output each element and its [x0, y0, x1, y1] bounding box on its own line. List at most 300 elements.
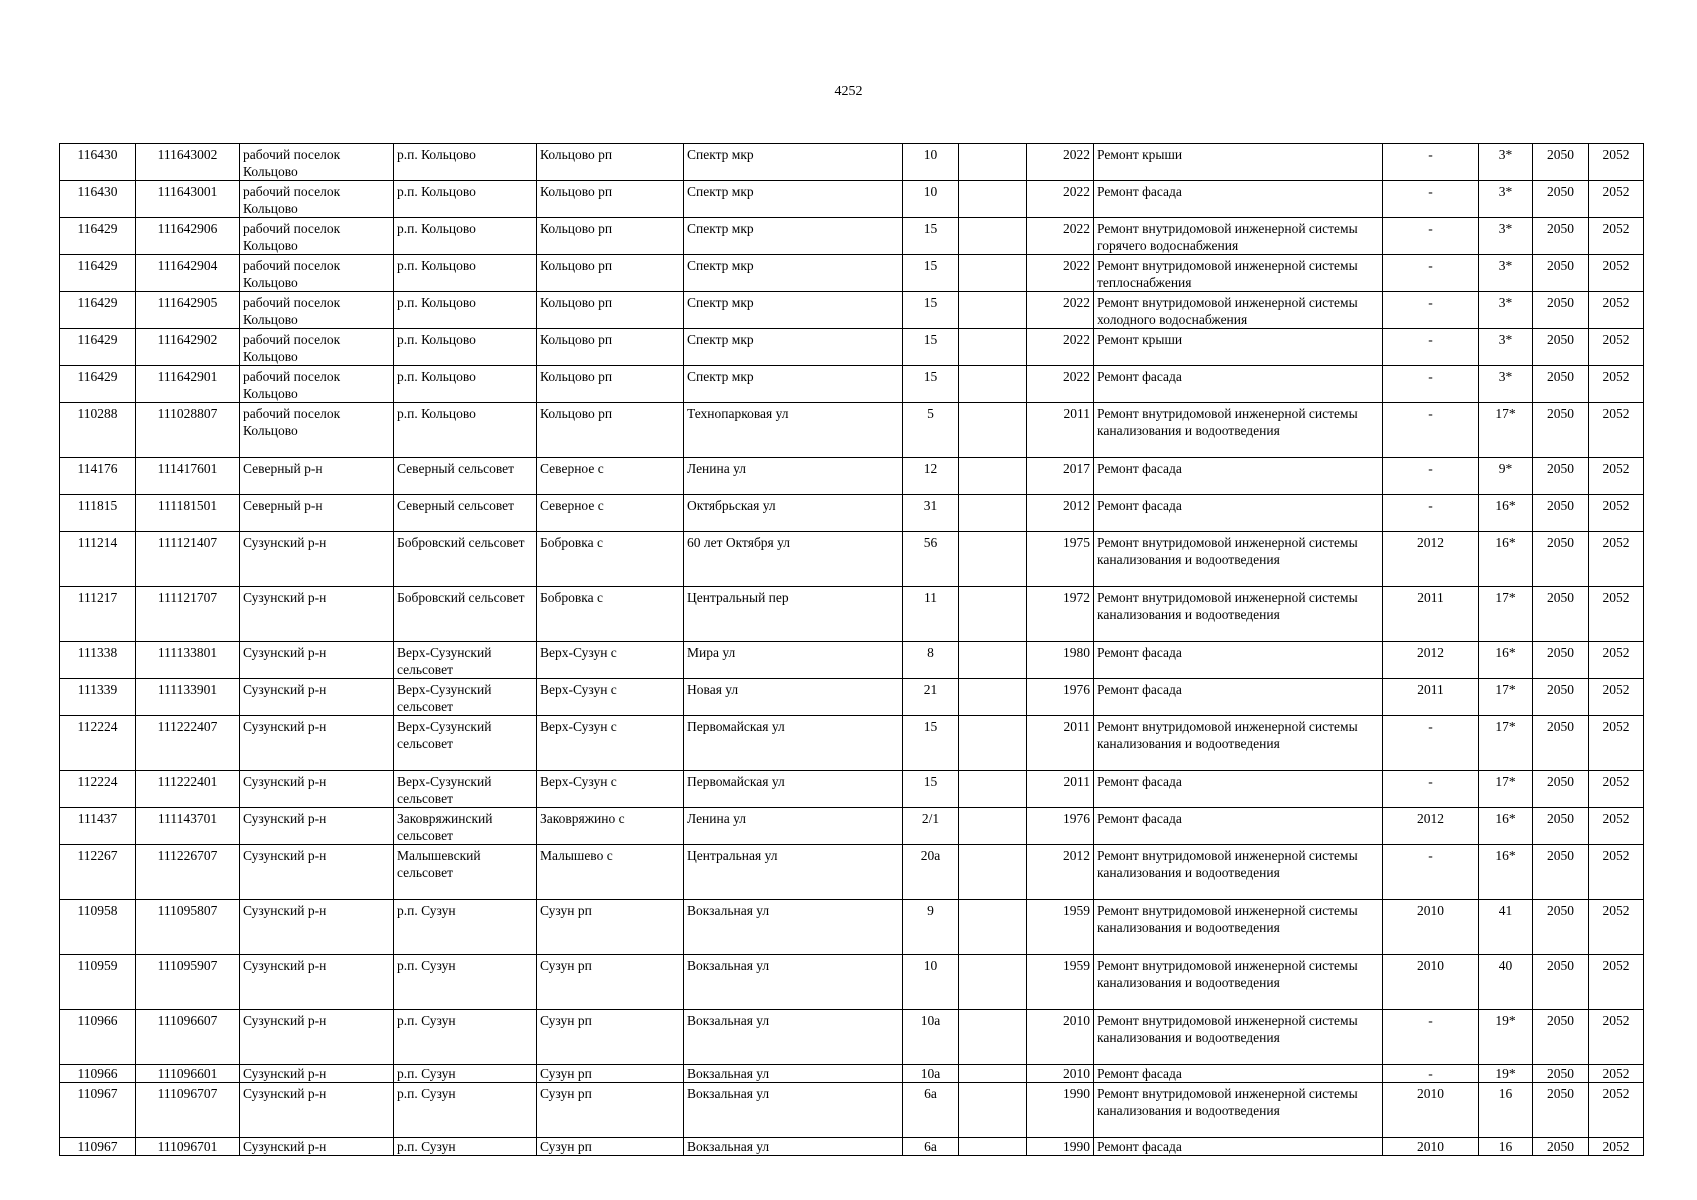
table-row	[60, 458, 1644, 495]
building-cell	[959, 900, 1027, 955]
building-cell	[959, 532, 1027, 587]
building-cell	[959, 1083, 1027, 1138]
table-row	[60, 808, 1644, 845]
work-code-cell: 111096601	[136, 1065, 240, 1083]
period-end-cell: 2052	[1589, 1138, 1644, 1156]
house-number-cell: 12	[903, 458, 959, 495]
table-row	[60, 587, 1644, 642]
work-type-cell: Ремонт фасада	[1094, 679, 1383, 716]
work-code-cell: 111028807	[136, 403, 240, 458]
street-cell: Спектр мкр	[684, 255, 903, 292]
work-type-cell: Ремонт внутридомовой инженерной системы канализования и водоотведения	[1094, 716, 1383, 771]
construction-year-cell: 2011	[1027, 771, 1094, 808]
last-repair-year-cell: -	[1383, 218, 1479, 255]
period-start-cell: 2050	[1533, 292, 1589, 329]
municipality-cell: Верх-Сузунский сельсовет	[394, 679, 537, 716]
last-repair-year-cell: -	[1383, 458, 1479, 495]
house-number-cell: 31	[903, 495, 959, 532]
page-number: 4252	[834, 84, 863, 99]
last-repair-year-cell: -	[1383, 292, 1479, 329]
house-number-cell: 15	[903, 255, 959, 292]
work-type-cell: Ремонт фасада	[1094, 642, 1383, 679]
last-repair-year-cell: 2012	[1383, 532, 1479, 587]
street-cell: Технопарковая ул	[684, 403, 903, 458]
table-row	[60, 532, 1644, 587]
house-id-cell: 111437	[60, 808, 136, 845]
work-type-cell: Ремонт фасада	[1094, 1138, 1383, 1156]
period-end-cell: 2052	[1589, 532, 1644, 587]
house-id-cell: 116430	[60, 181, 136, 218]
district-cell: рабочий поселок Кольцово	[240, 181, 394, 218]
settlement-cell: Верх-Сузун с	[537, 679, 684, 716]
house-id-cell: 116429	[60, 329, 136, 366]
district-cell: Сузунский р-н	[240, 955, 394, 1010]
last-repair-year-cell: 2010	[1383, 1138, 1479, 1156]
building-cell	[959, 955, 1027, 1010]
municipality-cell: р.п. Кольцово	[394, 218, 537, 255]
table-row	[60, 1065, 1644, 1083]
period-end-cell: 2052	[1589, 679, 1644, 716]
building-cell	[959, 642, 1027, 679]
house-number-cell: 56	[903, 532, 959, 587]
work-type-cell: Ремонт фасада	[1094, 808, 1383, 845]
house-number-cell: 6а	[903, 1138, 959, 1156]
building-cell	[959, 144, 1027, 181]
street-cell: Первомайская ул	[684, 771, 903, 808]
work-code-cell: 111121407	[136, 532, 240, 587]
table-row	[60, 900, 1644, 955]
table-row	[60, 329, 1644, 366]
house-id-cell: 116429	[60, 218, 136, 255]
work-code-cell: 111143701	[136, 808, 240, 845]
work-type-cell: Ремонт внутридомовой инженерной системы канализования и водоотведения	[1094, 587, 1383, 642]
table-row	[60, 144, 1644, 181]
house-number-cell: 15	[903, 218, 959, 255]
construction-year-cell: 2022	[1027, 329, 1094, 366]
period-end-cell: 2052	[1589, 329, 1644, 366]
building-cell	[959, 218, 1027, 255]
building-cell	[959, 716, 1027, 771]
period-end-cell: 2052	[1589, 1010, 1644, 1065]
street-cell: Ленина ул	[684, 808, 903, 845]
table-row	[60, 771, 1644, 808]
street-cell: Спектр мкр	[684, 292, 903, 329]
house-id-cell: 116429	[60, 255, 136, 292]
house-number-cell: 10а	[903, 1065, 959, 1083]
street-cell: 60 лет Октября ул	[684, 532, 903, 587]
house-id-cell: 112224	[60, 716, 136, 771]
house-id-cell: 111338	[60, 642, 136, 679]
house-number-cell: 5	[903, 403, 959, 458]
house-number-cell: 10а	[903, 1010, 959, 1065]
work-type-cell: Ремонт внутридомовой инженерной системы горячего водоснабжения	[1094, 218, 1383, 255]
work-type-cell: Ремонт фасада	[1094, 181, 1383, 218]
settlement-cell: Верх-Сузун с	[537, 716, 684, 771]
district-cell: Сузунский р-н	[240, 679, 394, 716]
work-code-cell: 111133801	[136, 642, 240, 679]
street-cell: Вокзальная ул	[684, 1138, 903, 1156]
building-cell	[959, 181, 1027, 218]
period-start-cell: 2050	[1533, 1065, 1589, 1083]
settlement-cell: Бобровка с	[537, 587, 684, 642]
construction-year-cell: 2011	[1027, 403, 1094, 458]
house-id-cell: 110959	[60, 955, 136, 1010]
district-cell: Сузунский р-н	[240, 1065, 394, 1083]
period-end-cell: 2052	[1589, 1065, 1644, 1083]
work-code-cell: 111222401	[136, 771, 240, 808]
district-cell: Северный р-н	[240, 495, 394, 532]
period-start-cell: 2050	[1533, 771, 1589, 808]
municipality-cell: р.п. Сузун	[394, 1138, 537, 1156]
district-cell: Сузунский р-н	[240, 1138, 394, 1156]
last-repair-year-cell: -	[1383, 403, 1479, 458]
period-start-cell: 2050	[1533, 587, 1589, 642]
period-start-cell: 2050	[1533, 1138, 1589, 1156]
district-cell: рабочий поселок Кольцово	[240, 255, 394, 292]
last-repair-year-cell: -	[1383, 716, 1479, 771]
district-cell: рабочий поселок Кольцово	[240, 403, 394, 458]
table-row	[60, 218, 1644, 255]
settlement-cell: Сузун рп	[537, 900, 684, 955]
municipality-cell: Бобровский сельсовет	[394, 532, 537, 587]
house-number-cell: 2/1	[903, 808, 959, 845]
settlement-cell: Кольцово рп	[537, 218, 684, 255]
last-repair-year-cell: 2012	[1383, 808, 1479, 845]
construction-year-cell: 2022	[1027, 292, 1094, 329]
last-repair-year-cell: 2010	[1383, 955, 1479, 1010]
settlement-cell: Малышево с	[537, 845, 684, 900]
house-id-cell: 111815	[60, 495, 136, 532]
municipality-cell: р.п. Кольцово	[394, 292, 537, 329]
period-end-cell: 2052	[1589, 292, 1644, 329]
street-cell: Центральная ул	[684, 845, 903, 900]
table-row	[60, 845, 1644, 900]
street-cell: Новая ул	[684, 679, 903, 716]
work-code-cell: 111642902	[136, 329, 240, 366]
table-row	[60, 366, 1644, 403]
settlement-cell: Северное с	[537, 458, 684, 495]
period-start-cell: 2050	[1533, 255, 1589, 292]
wear-percent-cell: 17*	[1479, 716, 1533, 771]
street-cell: Мира ул	[684, 642, 903, 679]
work-code-cell: 111642901	[136, 366, 240, 403]
house-number-cell: 15	[903, 329, 959, 366]
street-cell: Первомайская ул	[684, 716, 903, 771]
work-code-cell: 111643002	[136, 144, 240, 181]
work-code-cell: 111222407	[136, 716, 240, 771]
table-row	[60, 955, 1644, 1010]
last-repair-year-cell: -	[1383, 1010, 1479, 1065]
wear-percent-cell: 16*	[1479, 642, 1533, 679]
settlement-cell: Сузун рп	[537, 955, 684, 1010]
settlement-cell: Кольцово рп	[537, 181, 684, 218]
street-cell: Центральный пер	[684, 587, 903, 642]
street-cell: Ленина ул	[684, 458, 903, 495]
district-cell: Сузунский р-н	[240, 771, 394, 808]
period-end-cell: 2052	[1589, 366, 1644, 403]
last-repair-year-cell: 2012	[1383, 642, 1479, 679]
table-row	[60, 1138, 1644, 1156]
last-repair-year-cell: 2011	[1383, 587, 1479, 642]
period-start-cell: 2050	[1533, 1083, 1589, 1138]
wear-percent-cell: 3*	[1479, 218, 1533, 255]
house-id-cell: 110967	[60, 1138, 136, 1156]
house-number-cell: 15	[903, 716, 959, 771]
street-cell: Спектр мкр	[684, 218, 903, 255]
work-type-cell: Ремонт фасада	[1094, 458, 1383, 495]
wear-percent-cell: 17*	[1479, 771, 1533, 808]
street-cell: Вокзальная ул	[684, 955, 903, 1010]
table-row	[60, 255, 1644, 292]
work-code-cell: 111095807	[136, 900, 240, 955]
work-type-cell: Ремонт внутридомовой инженерной системы холодного водоснабжения	[1094, 292, 1383, 329]
settlement-cell: Сузун рп	[537, 1010, 684, 1065]
period-start-cell: 2050	[1533, 366, 1589, 403]
house-number-cell: 8	[903, 642, 959, 679]
district-cell: Сузунский р-н	[240, 1010, 394, 1065]
table-row	[60, 403, 1644, 458]
building-cell	[959, 808, 1027, 845]
house-id-cell: 110288	[60, 403, 136, 458]
wear-percent-cell: 3*	[1479, 181, 1533, 218]
last-repair-year-cell: -	[1383, 329, 1479, 366]
period-end-cell: 2052	[1589, 495, 1644, 532]
municipality-cell: р.п. Сузун	[394, 1065, 537, 1083]
construction-year-cell: 2011	[1027, 716, 1094, 771]
house-number-cell: 15	[903, 292, 959, 329]
period-end-cell: 2052	[1589, 1083, 1644, 1138]
district-cell: Сузунский р-н	[240, 808, 394, 845]
period-start-cell: 2050	[1533, 955, 1589, 1010]
settlement-cell: Кольцово рп	[537, 292, 684, 329]
construction-year-cell: 1975	[1027, 532, 1094, 587]
settlement-cell: Сузун рп	[537, 1138, 684, 1156]
settlement-cell: Кольцово рп	[537, 144, 684, 181]
wear-percent-cell: 16*	[1479, 808, 1533, 845]
last-repair-year-cell: 2011	[1383, 679, 1479, 716]
municipality-cell: р.п. Кольцово	[394, 255, 537, 292]
house-id-cell: 116430	[60, 144, 136, 181]
table-row	[60, 642, 1644, 679]
table-row	[60, 181, 1644, 218]
house-number-cell: 6а	[903, 1083, 959, 1138]
district-cell: рабочий поселок Кольцово	[240, 144, 394, 181]
wear-percent-cell: 19*	[1479, 1065, 1533, 1083]
table-row	[60, 679, 1644, 716]
district-cell: рабочий поселок Кольцово	[240, 218, 394, 255]
construction-year-cell: 2022	[1027, 366, 1094, 403]
house-number-cell: 15	[903, 771, 959, 808]
work-type-cell: Ремонт фасада	[1094, 495, 1383, 532]
period-end-cell: 2052	[1589, 458, 1644, 495]
building-cell	[959, 458, 1027, 495]
street-cell: Вокзальная ул	[684, 1065, 903, 1083]
settlement-cell: Верх-Сузун с	[537, 771, 684, 808]
last-repair-year-cell: -	[1383, 495, 1479, 532]
municipality-cell: Верх-Сузунский сельсовет	[394, 642, 537, 679]
period-end-cell: 2052	[1589, 255, 1644, 292]
work-code-cell: 111226707	[136, 845, 240, 900]
street-cell: Вокзальная ул	[684, 1010, 903, 1065]
table-row	[60, 495, 1644, 532]
construction-year-cell: 2022	[1027, 181, 1094, 218]
period-start-cell: 2050	[1533, 642, 1589, 679]
period-end-cell: 2052	[1589, 144, 1644, 181]
municipality-cell: р.п. Кольцово	[394, 329, 537, 366]
period-end-cell: 2052	[1589, 955, 1644, 1010]
building-cell	[959, 587, 1027, 642]
house-number-cell: 21	[903, 679, 959, 716]
wear-percent-cell: 3*	[1479, 329, 1533, 366]
wear-percent-cell: 19*	[1479, 1010, 1533, 1065]
work-type-cell: Ремонт внутридомовой инженерной системы канализования и водоотведения	[1094, 845, 1383, 900]
municipality-cell: р.п. Сузун	[394, 1010, 537, 1065]
district-cell: Северный р-н	[240, 458, 394, 495]
district-cell: Сузунский р-н	[240, 845, 394, 900]
district-cell: рабочий поселок Кольцово	[240, 329, 394, 366]
work-code-cell: 111642906	[136, 218, 240, 255]
construction-year-cell: 1959	[1027, 900, 1094, 955]
work-type-cell: Ремонт внутридомовой инженерной системы канализования и водоотведения	[1094, 1083, 1383, 1138]
building-cell	[959, 679, 1027, 716]
period-end-cell: 2052	[1589, 845, 1644, 900]
period-end-cell: 2052	[1589, 587, 1644, 642]
work-code-cell: 111096607	[136, 1010, 240, 1065]
municipality-cell: р.п. Кольцово	[394, 403, 537, 458]
building-cell	[959, 495, 1027, 532]
house-id-cell: 112224	[60, 771, 136, 808]
municipality-cell: р.п. Кольцово	[394, 366, 537, 403]
period-end-cell: 2052	[1589, 771, 1644, 808]
district-cell: Сузунский р-н	[240, 1083, 394, 1138]
wear-percent-cell: 3*	[1479, 255, 1533, 292]
building-cell	[959, 771, 1027, 808]
table-row	[60, 1010, 1644, 1065]
construction-year-cell: 2022	[1027, 144, 1094, 181]
municipality-cell: р.п. Сузун	[394, 955, 537, 1010]
table-row	[60, 716, 1644, 771]
municipality-cell: р.п. Кольцово	[394, 144, 537, 181]
house-number-cell: 11	[903, 587, 959, 642]
wear-percent-cell: 3*	[1479, 144, 1533, 181]
period-start-cell: 2050	[1533, 532, 1589, 587]
construction-year-cell: 2022	[1027, 255, 1094, 292]
house-id-cell: 110967	[60, 1083, 136, 1138]
construction-year-cell: 1990	[1027, 1138, 1094, 1156]
work-code-cell: 111121707	[136, 587, 240, 642]
period-start-cell: 2050	[1533, 679, 1589, 716]
municipality-cell: р.п. Сузун	[394, 1083, 537, 1138]
work-type-cell: Ремонт крыши	[1094, 144, 1383, 181]
period-start-cell: 2050	[1533, 900, 1589, 955]
settlement-cell: Верх-Сузун с	[537, 642, 684, 679]
wear-percent-cell: 16	[1479, 1083, 1533, 1138]
building-cell	[959, 845, 1027, 900]
period-start-cell: 2050	[1533, 218, 1589, 255]
period-end-cell: 2052	[1589, 181, 1644, 218]
period-start-cell: 2050	[1533, 495, 1589, 532]
house-number-cell: 10	[903, 144, 959, 181]
period-start-cell: 2050	[1533, 1010, 1589, 1065]
construction-year-cell: 1976	[1027, 679, 1094, 716]
period-end-cell: 2052	[1589, 642, 1644, 679]
construction-year-cell: 2022	[1027, 218, 1094, 255]
construction-year-cell: 1972	[1027, 587, 1094, 642]
settlement-cell: Заковряжино с	[537, 808, 684, 845]
period-start-cell: 2050	[1533, 845, 1589, 900]
work-type-cell: Ремонт внутридомовой инженерной системы канализования и водоотведения	[1094, 900, 1383, 955]
period-start-cell: 2050	[1533, 144, 1589, 181]
last-repair-year-cell: -	[1383, 771, 1479, 808]
wear-percent-cell: 16*	[1479, 495, 1533, 532]
house-number-cell: 9	[903, 900, 959, 955]
construction-year-cell: 1959	[1027, 955, 1094, 1010]
settlement-cell: Сузун рп	[537, 1083, 684, 1138]
wear-percent-cell: 17*	[1479, 587, 1533, 642]
settlement-cell: Кольцово рп	[537, 403, 684, 458]
settlement-cell: Кольцово рп	[537, 366, 684, 403]
last-repair-year-cell: -	[1383, 845, 1479, 900]
building-cell	[959, 255, 1027, 292]
house-id-cell: 112267	[60, 845, 136, 900]
building-cell	[959, 1065, 1027, 1083]
house-number-cell: 10	[903, 181, 959, 218]
street-cell: Вокзальная ул	[684, 1083, 903, 1138]
repair-schedule-table	[59, 143, 1644, 1156]
work-type-cell: Ремонт внутридомовой инженерной системы канализования и водоотведения	[1094, 955, 1383, 1010]
settlement-cell: Сузун рп	[537, 1065, 684, 1083]
house-id-cell: 110966	[60, 1010, 136, 1065]
construction-year-cell: 2012	[1027, 495, 1094, 532]
period-start-cell: 2050	[1533, 329, 1589, 366]
house-number-cell: 10	[903, 955, 959, 1010]
period-start-cell: 2050	[1533, 808, 1589, 845]
work-type-cell: Ремонт фасада	[1094, 1065, 1383, 1083]
work-code-cell: 111642904	[136, 255, 240, 292]
street-cell: Спектр мкр	[684, 181, 903, 218]
last-repair-year-cell: -	[1383, 255, 1479, 292]
municipality-cell: Бобровский сельсовет	[394, 587, 537, 642]
work-code-cell: 111096701	[136, 1138, 240, 1156]
house-number-cell: 20а	[903, 845, 959, 900]
last-repair-year-cell: -	[1383, 144, 1479, 181]
municipality-cell: Малышевский сельсовет	[394, 845, 537, 900]
table-row	[60, 292, 1644, 329]
construction-year-cell: 2010	[1027, 1065, 1094, 1083]
work-type-cell: Ремонт внутридомовой инженерной системы канализования и водоотведения	[1094, 403, 1383, 458]
construction-year-cell: 1976	[1027, 808, 1094, 845]
wear-percent-cell: 17*	[1479, 679, 1533, 716]
street-cell: Спектр мкр	[684, 144, 903, 181]
period-end-cell: 2052	[1589, 403, 1644, 458]
construction-year-cell: 2010	[1027, 1010, 1094, 1065]
work-type-cell: Ремонт фасада	[1094, 366, 1383, 403]
street-cell: Октябрьская ул	[684, 495, 903, 532]
house-id-cell: 110958	[60, 900, 136, 955]
last-repair-year-cell: 2010	[1383, 1083, 1479, 1138]
last-repair-year-cell: -	[1383, 1065, 1479, 1083]
house-number-cell: 15	[903, 366, 959, 403]
house-id-cell: 111339	[60, 679, 136, 716]
wear-percent-cell: 16*	[1479, 845, 1533, 900]
house-id-cell: 116429	[60, 366, 136, 403]
work-code-cell: 111095907	[136, 955, 240, 1010]
wear-percent-cell: 40	[1479, 955, 1533, 1010]
house-id-cell: 116429	[60, 292, 136, 329]
building-cell	[959, 329, 1027, 366]
work-code-cell: 111642905	[136, 292, 240, 329]
building-cell	[959, 1138, 1027, 1156]
